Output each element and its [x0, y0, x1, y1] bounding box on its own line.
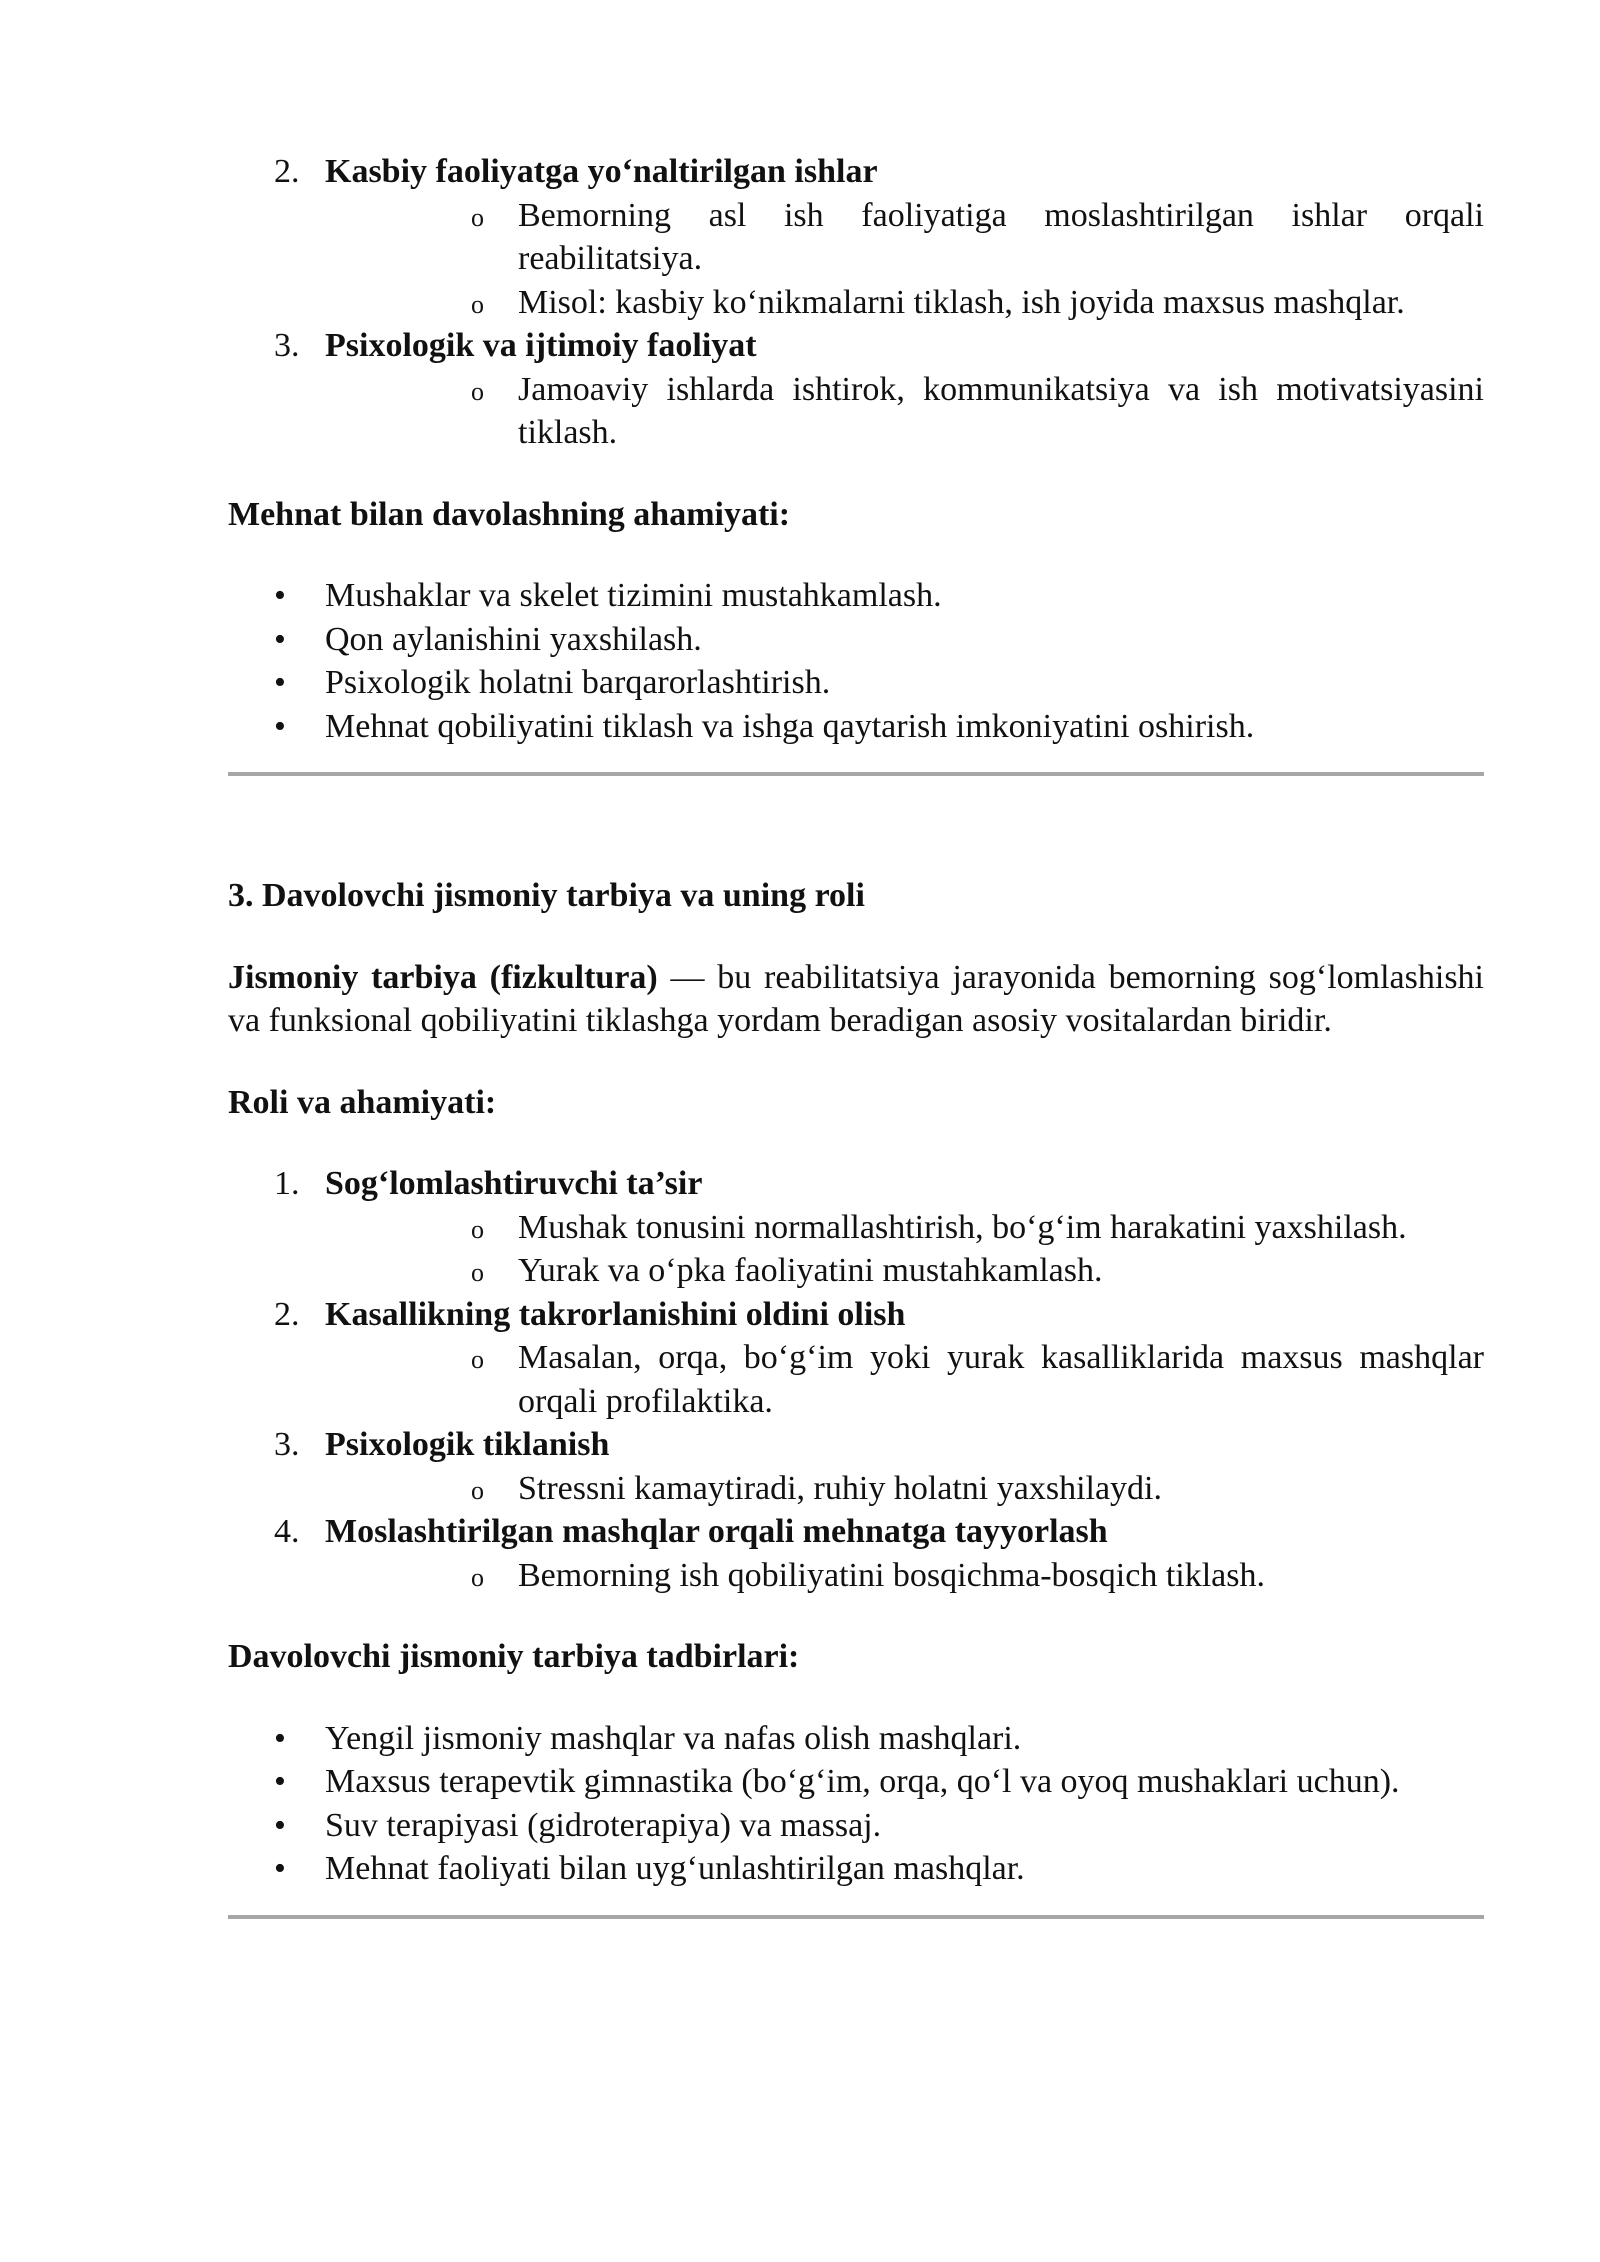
sub-item-text: Yurak va o‘pka faoliyatini mustahkamlash.: [518, 1252, 1103, 1289]
bullet-item: [228, 1717, 1484, 1761]
list-item: [228, 1510, 1484, 1597]
item-number: 2.: [274, 153, 300, 190]
bullet-text: Qon aylanishini yaxshilash.: [325, 620, 702, 658]
item-title: Sog‘lomlashtiruvchi ta’sir: [325, 1165, 703, 1202]
bullet-item: [228, 1760, 1484, 1804]
sub-item: [325, 194, 1484, 281]
sub-item: [325, 1467, 1484, 1511]
bullet-marker: •: [274, 577, 286, 614]
sub-item: [325, 1249, 1484, 1293]
bullet-item: [228, 618, 1484, 662]
sub-marker: o: [471, 1562, 484, 1592]
item-number: 2.: [274, 1295, 300, 1333]
bullet-marker: •: [274, 707, 286, 745]
bullet-marker: •: [274, 620, 286, 658]
item-title: Psixologik va ijtimoiy faoliyat: [325, 327, 757, 364]
item-title: Moslashtirilgan mashqlar orqali mehnatga tayyorlash: [325, 1513, 1108, 1550]
sub-marker: o: [471, 376, 484, 406]
item-title: Kasbiy faoliyatga yo‘naltirilgan ishlar: [325, 153, 878, 190]
bullet-text: Mehnat faoliyati bilan uyg‘unlashtirilgan mashqlar.: [325, 1850, 1025, 1887]
sub-item-text: Bemorning asl ish faoliyatiga moslashtirilgan ishlar orqali reabilitatsiya.: [518, 196, 1484, 277]
sub-item: [325, 1336, 1484, 1423]
bullet-marker: •: [274, 1850, 286, 1887]
sub-item-text: Masalan, orqa, bo‘g‘im yoki yurak kasalliklarida maxsus mashqlar orqali profilaktika.: [518, 1339, 1484, 1420]
sub-item: [325, 281, 1484, 325]
document-page: [228, 150, 1484, 1919]
sub-item-text: Bemorning ish qobiliyatini bosqichma-bosqich tiklash.: [518, 1556, 1265, 1594]
bullet-item: [228, 661, 1484, 705]
sub-item: [325, 1554, 1484, 1598]
bullet-marker: •: [274, 664, 286, 701]
bullet-text: Mehnat qobiliyatini tiklash va ishga qaytarish imkoniyatini oshirish.: [325, 707, 1255, 745]
sub-marker: o: [471, 1345, 484, 1374]
bullet-marker: •: [274, 1719, 286, 1757]
item-number: 1.: [274, 1165, 300, 1202]
bullet-text: Mushaklar va skelet tizimini mustahkamlash.: [325, 577, 942, 614]
intro-term: Jismoniy tarbiya (fizkultura): [228, 958, 658, 996]
list-item: [228, 150, 1484, 324]
list-item: [228, 1293, 1484, 1424]
list-item: [228, 1423, 1484, 1510]
section-subheading: Mehnat bilan davolashning ahamiyati:: [228, 495, 791, 533]
sub-item-text: Stressni kamaytiradi, ruhiy holatni yaxshilaydi.: [518, 1469, 1163, 1507]
intro-text: — bu reabilitatsiya jarayonida bemorning sog‘lomlashishi va funksional qobiliyatini tiklashga yordam beradigan asosiy vositalardan biridir.: [228, 958, 1484, 1039]
item-number: 3.: [274, 327, 300, 364]
work-types-list: [228, 150, 1484, 455]
intro-paragraph: [228, 956, 1484, 1043]
item-number: 4.: [274, 1513, 300, 1550]
horizontal-rule: [228, 1915, 1484, 1919]
sub-marker: o: [471, 289, 484, 319]
item-title: Kasallikning takrorlanishini oldini olish: [325, 1295, 906, 1333]
section-subheading: Davolovchi jismoniy tarbiya tadbirlari:: [228, 1638, 800, 1675]
bullet-marker: •: [274, 1806, 286, 1844]
list-item: [228, 324, 1484, 455]
bullet-text: Psixologik holatni barqarorlashtirish.: [325, 664, 831, 701]
bullet-text: Suv terapiyasi (gidroterapiya) va massaj.: [325, 1806, 882, 1844]
bullet-marker: •: [274, 1763, 286, 1800]
item-title: Psixologik tiklanish: [325, 1426, 610, 1463]
bullet-text: Yengil jismoniy mashqlar va nafas olish mashqlari.: [325, 1719, 1022, 1757]
sub-marker: o: [471, 202, 484, 232]
bullet-item: [228, 1847, 1484, 1891]
section-subheading: Roli va ahamiyati:: [228, 1083, 497, 1121]
section-heading: 3. Davolovchi jismoniy tarbiya va uning roli: [228, 877, 865, 914]
sub-item-text: Misol: kasbiy ko‘nikmalarni tiklash, ish joyida maxsus mashqlar.: [518, 283, 1405, 321]
sub-item: [325, 1206, 1484, 1250]
sub-marker: o: [471, 1258, 484, 1287]
item-number: 3.: [274, 1426, 300, 1463]
sub-marker: o: [471, 1475, 484, 1505]
sub-item-text: Jamoaviy ishlarda ishtirok, kommunikatsiya va ish motivatsiyasini tiklash.: [518, 370, 1484, 451]
bullet-text: Maxsus terapevtik gimnastika (bo‘g‘im, orqa, qo‘l va oyoq mushaklari uchun).: [325, 1763, 1400, 1800]
bullet-item: [228, 705, 1484, 749]
bullet-item: [228, 1804, 1484, 1848]
list-item: [228, 1162, 1484, 1293]
importance-list: [228, 574, 1484, 748]
measures-list: [228, 1717, 1484, 1891]
sub-item: [325, 368, 1484, 455]
sub-item-text: Mushak tonusini normallashtirish, bo‘g‘im harakatini yaxshilash.: [518, 1208, 1407, 1246]
bullet-item: [228, 574, 1484, 618]
sub-marker: o: [471, 1214, 484, 1244]
role-list: [228, 1162, 1484, 1597]
